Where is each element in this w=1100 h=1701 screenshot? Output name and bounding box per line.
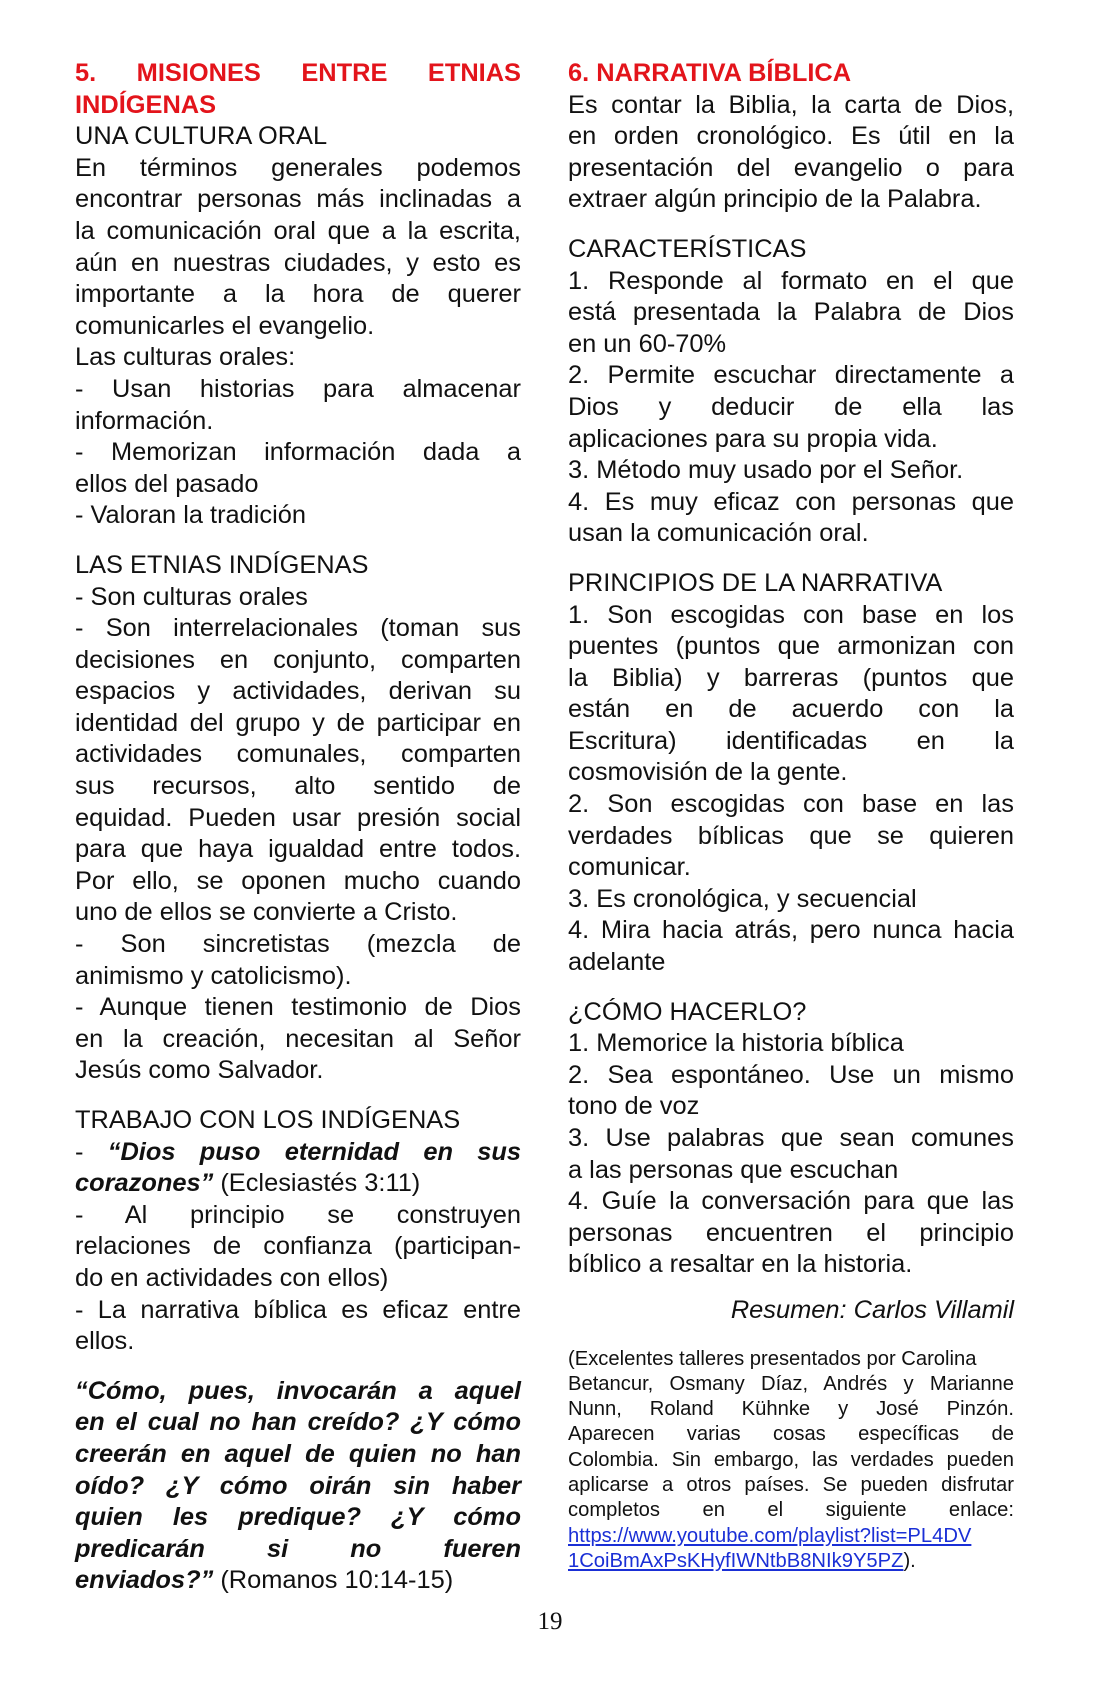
list-item: - La narrativa bíblica es eficaz entre xyxy=(75,1295,521,1324)
list-item: 4. Guíe la conversación para que las xyxy=(568,1187,1014,1216)
list-item: - Aunque tienen testimonio de Dios xyxy=(75,993,521,1022)
right-column xyxy=(568,58,1014,1574)
scripture-line xyxy=(75,1168,521,1200)
text-line: está presentada la Palabra de Dios xyxy=(568,298,1014,327)
note-link-line xyxy=(568,1549,1014,1574)
text-line: espacios y actividades, derivan su xyxy=(75,677,521,706)
list-item: ellos del pasado xyxy=(75,469,259,498)
text-line: en un 60-70% xyxy=(568,329,727,358)
list-item: 3. Es cronológica, y secuencial xyxy=(568,884,917,913)
text-line: puentes (puntos que armonizan con xyxy=(568,632,1014,661)
list-item: 2. Permite escuchar directamente a xyxy=(568,361,1014,390)
list-item: 1. Memorice la historia bíblica xyxy=(568,1029,904,1058)
text-line: tono de voz xyxy=(568,1092,700,1121)
text-line: Es contar la Biblia, la carta de Dios, xyxy=(568,90,1014,119)
text-line: comunicar. xyxy=(568,853,691,882)
scripture-reference: (Eclesiastés 3:11) xyxy=(213,1169,421,1198)
subheading-principles: PRINCIPIOS DE LA NARRATIVA xyxy=(568,568,943,597)
list-item: - Valoran la tradición xyxy=(75,501,306,530)
bible-quote-line: oído? ¿Y cómo oirán sin haber xyxy=(75,1471,521,1500)
text-line: encontrar personas más inclinadas a xyxy=(75,185,521,214)
note-line: Nunn, Roland Kühnke y José Pinzón. xyxy=(568,1398,1014,1421)
text-line: aplicaciones para su propia vida. xyxy=(568,424,938,453)
text-line: usan la comunicación oral. xyxy=(568,519,869,548)
text-line: equidad. Pueden usar presión social xyxy=(75,803,521,832)
list-item: 3. Método muy usado por el Señor. xyxy=(568,456,964,485)
text-line: presentación del evangelio o para xyxy=(568,153,1014,182)
dash: - xyxy=(75,1137,108,1166)
list-item: - Son culturas orales xyxy=(75,582,308,611)
bible-quote-reference: (Romanos 10:14-15) xyxy=(213,1566,454,1595)
playlist-link-continued[interactable]: 1CoiBmAxPsKHyfIWNtbB8NIk9Y5PZ xyxy=(568,1549,904,1572)
note-closing: ). xyxy=(903,1549,916,1572)
list-item: 2. Sea espontáneo. Use un mismo xyxy=(568,1060,1014,1089)
text-line: Por ello, se oponen mucho cuando xyxy=(75,866,521,895)
section-6-heading: 6. NARRATIVA BÍBLICA xyxy=(568,59,852,87)
list-item: - Al principio se construyen xyxy=(75,1200,521,1229)
text-line: actividades comunales, comparten xyxy=(75,740,521,769)
text-line: extraer algún principio de la Palabra. xyxy=(568,185,982,214)
list-item: 2. Son escogidas con base en las xyxy=(568,790,1014,819)
list-item: - Usan historias para almacenar xyxy=(75,374,521,403)
text-line: para que haya igualdad entre todos. xyxy=(75,835,521,864)
list-item: 4. Mira hacia atrás, pero nunca hacia xyxy=(568,916,1014,945)
bible-quote-line xyxy=(75,1565,521,1597)
list-item: información. xyxy=(75,406,214,435)
text-line: uno de ellos se convierte a Cristo. xyxy=(75,898,458,927)
bible-quote-line: creerán en aquel de quien no han xyxy=(75,1439,521,1468)
text-line: cosmovisión de la gente. xyxy=(568,758,848,787)
note-link-line xyxy=(568,1524,1014,1549)
left-column xyxy=(75,58,521,1597)
bible-quote-line: quien les predique? ¿Y cómo xyxy=(75,1503,521,1532)
list-item: - Memorizan información dada a xyxy=(75,438,521,467)
bible-quote-line: predicarán si no fueren xyxy=(75,1534,521,1563)
list-item: 3. Use palabras que sean comunes xyxy=(568,1124,1014,1152)
author-signature: Resumen: Carlos Villamil xyxy=(730,1295,1014,1324)
bible-quote-line: en el cual no han creído? ¿Y cómo xyxy=(75,1408,521,1437)
page-number: 19 xyxy=(537,1608,563,1635)
list-item: 1. Son escogidas con base en los xyxy=(568,600,1014,629)
subheading-indigenous-ethnicities: LAS ETNIAS INDÍGENAS xyxy=(75,550,369,579)
text-line: Las culturas orales: xyxy=(75,343,296,372)
text-line: ellos. xyxy=(75,1327,135,1356)
text-line: identidad del grupo y de participar en xyxy=(75,708,521,737)
note-line: completos en el siguiente enlace: xyxy=(568,1499,1014,1522)
text-line: están en de acuerdo con la xyxy=(568,695,1014,724)
text-line: la Biblia) y barreras (puntos que xyxy=(568,663,1014,692)
text-line: relaciones de confianza (participan- xyxy=(75,1232,521,1261)
note-line: aplicarse a otros países. Se pueden disfrutar xyxy=(568,1474,1014,1497)
scripture-quote: corazones” xyxy=(75,1169,214,1198)
text-line: do en actividades con ellos) xyxy=(75,1263,389,1292)
text-line: comunicarles el evangelio. xyxy=(75,311,375,340)
section-5-heading-line-1: 5. MISIONES ENTRE ETNIAS xyxy=(75,59,521,87)
note-line: Colombia. Sin embargo, las verdades pueden xyxy=(568,1448,1014,1471)
bible-quote-end: enviados?” xyxy=(75,1566,214,1595)
text-line: Dios y deducir de ella las xyxy=(568,392,1014,421)
text-line: decisiones en conjunto, comparten xyxy=(75,645,521,674)
list-item: - Son sincretistas (mezcla de xyxy=(75,930,521,959)
text-line: personas encuentren el principio xyxy=(568,1218,1014,1247)
subheading-characteristics: CARACTERÍSTICAS xyxy=(568,234,807,263)
note-line: Aparecen varias cosas específicas de xyxy=(568,1423,1014,1446)
subheading-how-to: ¿CÓMO HACERLO? xyxy=(568,997,807,1026)
scripture-quote: “Dios puso eternidad en sus xyxy=(107,1137,522,1166)
note-line: Betancur, Osmany Díaz, Andrés y Marianne xyxy=(568,1372,1014,1395)
text-line: bíblico a resaltar en la historia. xyxy=(568,1250,913,1279)
text-line: animismo y catolicismo). xyxy=(75,961,352,990)
list-item: - Son interrelacionales (toman sus xyxy=(75,614,521,643)
scripture-line xyxy=(75,1137,521,1169)
text-line: sus recursos, alto sentido de xyxy=(75,772,521,801)
text-line: adelante xyxy=(568,948,666,977)
note-line: (Excelentes talleres presentados por Carolina xyxy=(568,1347,977,1370)
text-line: importante a la hora de querer xyxy=(75,280,521,309)
subheading-oral-culture: UNA CULTURA ORAL xyxy=(75,122,328,151)
text-line: en la creación, necesitan al Señor xyxy=(75,1024,521,1053)
list-item: 1. Responde al formato en el que xyxy=(568,266,1014,295)
section-5-heading-line-2: INDÍGENAS xyxy=(75,90,217,119)
text-line: Jesús como Salvador. xyxy=(75,1056,324,1085)
text-line: En términos generales podemos xyxy=(75,153,521,182)
text-line: en orden cronológico. Es útil en la xyxy=(568,122,1014,151)
text-line: verdades bíblicas que se quieren xyxy=(568,821,1014,850)
list-item: 4. Es muy eficaz con personas que xyxy=(568,487,1014,516)
bible-quote-line: “Cómo, pues, invocarán a aquel xyxy=(75,1376,521,1405)
playlist-link[interactable]: https://www.youtube.com/playlist?list=PL4DV xyxy=(568,1524,972,1547)
text-line: aún en nuestras ciudades, y esto es xyxy=(75,248,521,277)
text-line: a las personas que escuchan xyxy=(568,1155,899,1184)
subheading-work-with-indigenous: TRABAJO CON LOS INDÍGENAS xyxy=(75,1106,461,1134)
text-line: Escritura) identificadas en la xyxy=(568,726,1014,755)
text-line: la comunicación oral que a la escrita, xyxy=(75,216,521,245)
